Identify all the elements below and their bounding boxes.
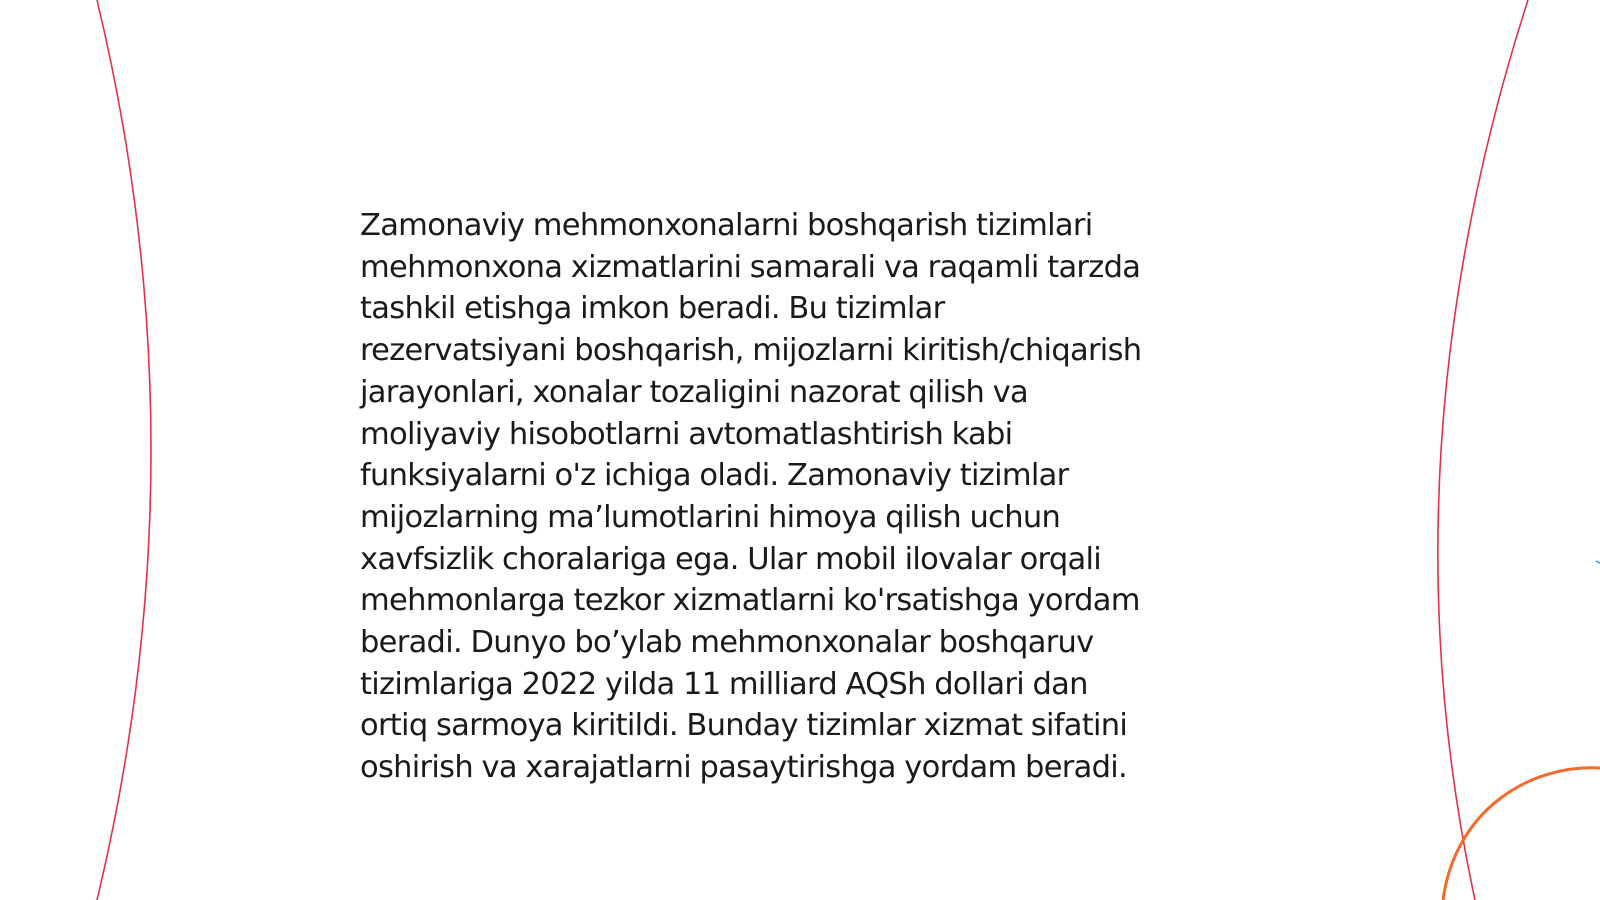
left-decorative-curve xyxy=(97,0,151,900)
blue-accent-mark xyxy=(1596,561,1600,563)
orange-decorative-arc xyxy=(1443,768,1600,900)
paragraph-line: mehmonxona xizmatlarini samarali va raqamli tarzda xyxy=(360,249,1141,285)
paragraph-line: jarayonlari, xonalar tozaligini nazorat qilish va xyxy=(360,374,1029,410)
paragraph-line: moliyaviy hisobotlarni avtomatlashtirish kabi xyxy=(360,416,1013,452)
paragraph-line: mijozlarning ma’lumotlarini himoya qilish uchun xyxy=(360,499,1061,535)
right-decorative-curve xyxy=(1438,0,1528,900)
paragraph-line: Zamonaviy mehmonxonalarni boshqarish tizimlari xyxy=(360,208,1093,243)
body-paragraph xyxy=(360,205,1265,789)
paragraph-line: tizimlariga 2022 yilda 11 milliard AQSh dollari dan xyxy=(360,666,1088,702)
paragraph-line: funksiyalarni o'z ichiga oladi. Zamonaviy tizimlar xyxy=(360,458,1069,494)
paragraph-line: rezervatsiyani boshqarish, mijozlarni kiritish/chiqarish xyxy=(360,333,1142,369)
paragraph-line: mehmonlarga tezkor xizmatlarni ko'rsatishga yordam xyxy=(360,583,1140,619)
paragraph-line: ortiq sarmoya kiritildi. Bunday tizimlar xizmat sifatini xyxy=(360,708,1128,744)
paragraph-line: xavfsizlik choralariga ega. Ular mobil ilovalar orqali xyxy=(360,541,1102,577)
paragraph-line: tashkil etishga imkon beradi. Bu tizimlar xyxy=(360,291,945,327)
paragraph-line: beradi. Dunyo bo’ylab mehmonxonalar boshqaruv xyxy=(360,625,1094,661)
paragraph-line: oshirish va xarajatlarni pasaytirishga yordam beradi. xyxy=(360,750,1128,786)
